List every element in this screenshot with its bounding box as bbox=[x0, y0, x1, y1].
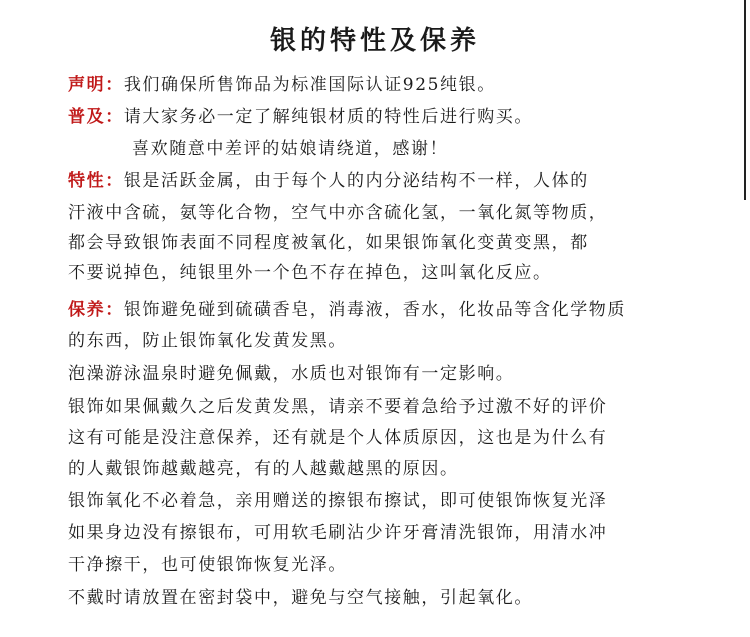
text-line bbox=[68, 328, 347, 354]
line-text: 我们确保所售饰品为标准国际认证925纯银。 bbox=[123, 75, 496, 95]
line-text: 的人戴银饰越戴越亮，有的人越戴越黑的原因。 bbox=[68, 459, 459, 479]
line-text: 银饰避免碰到硫磺香皂，消毒液，香水，化妆品等含化学物质 bbox=[123, 300, 627, 320]
text-line bbox=[68, 585, 533, 611]
text-line bbox=[68, 260, 552, 286]
property-line bbox=[68, 168, 589, 194]
line-label: 声明： bbox=[68, 75, 124, 95]
text-line bbox=[68, 520, 607, 546]
statement-line bbox=[68, 72, 496, 98]
line-text: 请大家务必一定了解纯银材质的特性后进行购买。 bbox=[123, 107, 534, 127]
care-line bbox=[68, 297, 626, 323]
line-text: 干净擦干，也可使银饰恢复光泽。 bbox=[68, 555, 347, 575]
page-title: 银的特性及保养 bbox=[269, 26, 480, 56]
line-text: 银饰氧化不必着急，亲用赠送的擦银布擦试，即可使银饰恢复光泽 bbox=[68, 491, 608, 511]
line-text: 汗液中含硫，氨等化合物，空气中亦含硫化氢，一氧化氮等物质， bbox=[68, 203, 608, 223]
text-line bbox=[68, 361, 514, 387]
line-text: 不要说掉色，纯银里外一个色不存在掉色，这叫氧化反应。 bbox=[68, 263, 552, 283]
text-line bbox=[68, 456, 459, 482]
line-text: 如果身边没有擦银布，可用软毛刷沾少许牙膏清洗银饰，用清水冲 bbox=[68, 523, 608, 543]
line-label: 特性： bbox=[68, 171, 124, 191]
text-line bbox=[68, 552, 347, 578]
line-text: 的东西，防止银饰氧化发黄发黑。 bbox=[68, 331, 347, 351]
line-text: 喜欢随意中差评的姑娘请绕道，感谢！ bbox=[132, 139, 449, 159]
text-line bbox=[68, 230, 589, 256]
line-text: 泡澡游泳温泉时避免佩戴，水质也对银饰有一定影响。 bbox=[68, 364, 515, 384]
line-label: 普及： bbox=[68, 107, 124, 127]
line-text: 不戴时请放置在密封袋中，避免与空气接触，引起氧化。 bbox=[68, 588, 533, 608]
text-line bbox=[68, 425, 607, 451]
text-line bbox=[132, 136, 448, 162]
notice-line bbox=[68, 104, 533, 130]
line-text: 都会导致银饰表面不同程度被氧化，如果银饰氧化变黄变黑，都 bbox=[68, 233, 589, 253]
line-text: 银饰如果佩戴久之后发黄发黑，请亲不要着急给予过激不好的评价 bbox=[68, 397, 608, 417]
line-text: 银是活跃金属，由于每个人的内分泌结构不一样，人体的 bbox=[123, 171, 589, 191]
text-line bbox=[68, 488, 607, 514]
line-text: 这有可能是没注意保养，还有就是个人体质原因，这也是为什么有 bbox=[68, 428, 608, 448]
line-label: 保养： bbox=[68, 300, 124, 320]
text-line bbox=[68, 200, 607, 226]
text-line bbox=[68, 394, 607, 420]
